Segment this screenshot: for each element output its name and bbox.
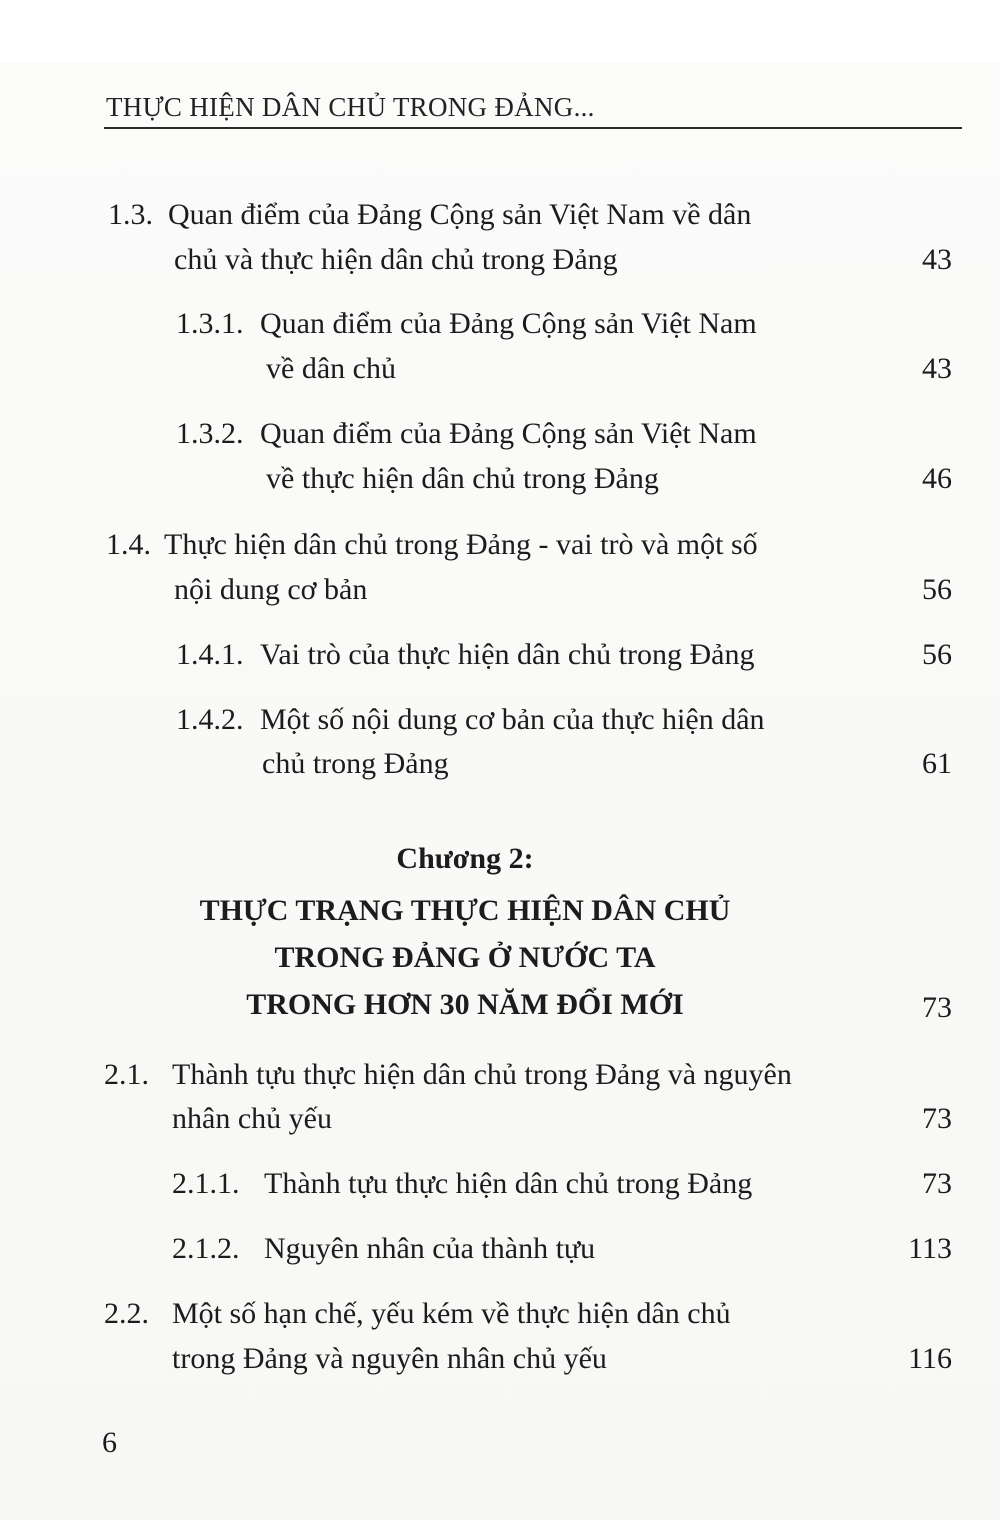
toc-page-number: 56 [922,573,952,606]
toc-text-line: Thành tựu thực hiện dân chủ trong Đảng [264,1167,753,1200]
toc-text-line: về thực hiện dân chủ trong Đảng [266,462,659,495]
toc-number: 1.4.2. [176,703,244,736]
toc-number: 1.3. [108,198,153,231]
running-header: THỰC HIỆN DÂN CHỦ TRONG ĐẢNG... [106,92,595,122]
toc-text-line: Quan điểm của Đảng Cộng sản Việt Nam [260,307,757,340]
toc-number: 1.4. [106,528,151,561]
chapter-label: Chương 2: [396,842,534,875]
toc-text-line: Quan điểm của Đảng Cộng sản Việt Nam về dân [168,198,752,231]
toc-text-line: nội dung cơ bản [174,573,368,606]
toc-text-line: trong Đảng và nguyên nhân chủ yếu [172,1342,607,1375]
toc-page-number: 73 [922,1167,952,1200]
toc-text-line: chủ và thực hiện dân chủ trong Đảng [174,243,618,276]
toc-page-number: 61 [922,747,952,780]
top-margin [0,0,1000,62]
toc-text-line: chủ trong Đảng [262,747,449,780]
toc-page-number: 56 [922,638,952,671]
page-number: 6 [102,1426,117,1459]
toc-page-number: 43 [922,352,952,385]
toc-number: 1.3.1. [176,307,244,340]
toc-text-line: về dân chủ [266,352,396,385]
toc-text-line: nhân chủ yếu [172,1102,332,1135]
toc-text-line: Một số nội dung cơ bản của thực hiện dân [260,703,765,736]
toc-text-line: Thực hiện dân chủ trong Đảng - vai trò và một số [164,528,758,561]
toc-text-line: Thành tựu thực hiện dân chủ trong Đảng và nguyên [172,1058,792,1091]
toc-number: 1.4.1. [176,638,244,671]
toc-number: 2.1.2. [172,1232,240,1265]
toc-text-line: Nguyên nhân của thành tựu [264,1232,596,1265]
toc-text-line: Quan điểm của Đảng Cộng sản Việt Nam [260,417,757,450]
toc-text-line: Một số hạn chế, yếu kém về thực hiện dân chủ [172,1297,731,1330]
toc-page-number: 113 [908,1232,952,1265]
toc-text-line: Vai trò của thực hiện dân chủ trong Đảng [260,638,755,671]
toc-page-number: 73 [922,1102,952,1135]
toc-number: 2.1. [104,1058,149,1091]
toc-page-number: 116 [908,1342,952,1375]
toc-number: 2.1.1. [172,1167,240,1200]
chapter-title-line: TRONG ĐẢNG Ở NƯỚC TA [274,941,656,974]
toc-page-number: 73 [922,991,952,1024]
toc-number: 1.3.2. [176,417,244,450]
toc-page-number: 46 [922,462,952,495]
chapter-title-line: TRONG HƠN 30 NĂM ĐỔI MỚI [246,988,684,1021]
header-rule [104,127,962,129]
toc-number: 2.2. [104,1297,149,1330]
chapter-title-line: THỰC TRẠNG THỰC HIỆN DÂN CHỦ [199,894,731,927]
toc-page-number: 43 [922,243,952,276]
